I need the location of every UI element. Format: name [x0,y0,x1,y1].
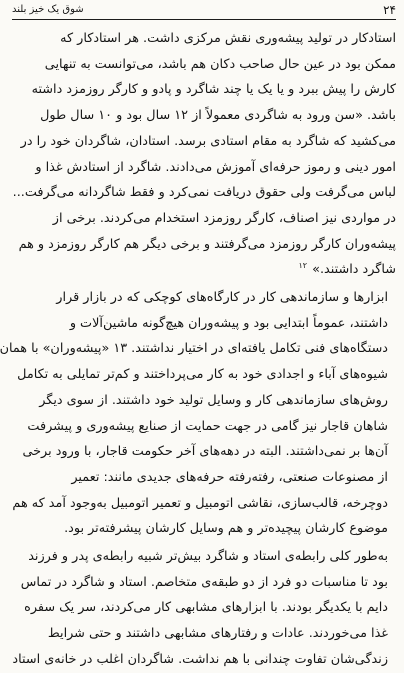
text-line: زندگی‌شان تفاوت چندانی با هم نداشت. شاگردان اغلب در خانه‌ی استاد [12,651,388,667]
text-line: می‌کشید که شاگرد به مقام استادی برسد. استادان، شاگردان خود را در [20,133,396,149]
text-line: روش‌های سازماندهی کار و وسایل تولید خود داشتند. از سوی دیگر [39,392,388,408]
text-line: در مواردی نیز اصناف، کارگر روزمزد استخدام می‌کردند. برخی از [52,210,396,226]
paragraph-3 [12,544,396,673]
text-line: دستگاه‌های فنی تکامل یافته‌ای در اختیار نداشتند. ۱۳ «پیشه‌وران» با همان [0,341,388,357]
text-line: پیشه‌وران کارگر روزمزد می‌گرفتند و برخی دیگر هم کارگر روزمزد و هم [18,236,396,252]
running-title: شوق یک خیز بلند [12,4,84,15]
text-line: امور دینی و رموز حرفه‌ای آموزش می‌دادند. شاگرد از استادش غذا و [35,159,396,175]
text-line: استادکار در تولید پیشه‌وری نقش مرکزی داشت. هر استادکار که [60,31,396,46]
text-line: غذا می‌خوردند. عادات و رفتارهای مشابهی داشتند و حتی شرایط [47,626,388,642]
text-line: شیوه‌های آباء و اجدادی خود به کار می‌پرداختند و کم‌تر تمایلی به تکامل [17,367,388,383]
text-line: ابزارها و سازماندهی کار در کارگاه‌های کوچکی که در بازار قرار [56,290,388,306]
text-line: شاهان قاجار نیز گامی در جهت حمایت از صنایع پیشه‌وری و پیشرفت [27,418,388,434]
header-rule [12,19,396,20]
text-line: ممکن بود در عین حال صاحب دکان هم باشد، می‌توانست به تنهایی [44,56,396,72]
paragraph-1 [12,26,396,283]
text-line: از مصنوعات صنعتی، رفته‌رفته حرفه‌های جدیدی مانند: تعمیر [71,469,388,485]
paragraph-2 [0,285,396,542]
page-number: ۲۴ [383,3,396,17]
footnote-marker: ۱۲ [298,261,308,271]
page-header [12,3,396,17]
text-line: به‌طور کلی رابطه‌ی استاد و شاگرد بیش‌تر شبیه رابطه‌ی پدر و فرزند [28,549,388,565]
text-line: دوچرخه، قالب‌سازی، نقاشی اتومبیل و تعمیر اتومبیل به‌وجود آمد که هم [12,495,388,511]
text-line: موضوع کارشان پیچیده‌تر و هم وسایل کارشان پیشرفته‌تر بود. [64,521,388,537]
text-line: داشتند، عموماً ابتدایی بود و پیشه‌وران هیچ‌گونه ماشین‌آلات و [69,315,388,331]
text-line-with-footnote [12,257,396,283]
text-line: لباس می‌گرفت ولی حقوق دریافت نمی‌کرد و فقط شاگردانه می‌گرفت... [12,185,396,201]
body-text [0,26,396,673]
text-fragment: شاگرد داشتند.» [312,262,396,278]
text-line: آن‌ها بر نمی‌داشتند. البته در دهه‌های آخر حکومت قاجار، با ورود برخی [22,444,388,460]
book-page [2,0,404,666]
text-line: بود تا مناسبات دو فرد از دو طبقه‌ی متخاصم. استاد و شاگرد در تماس [20,574,388,590]
text-line: دایم با یکدیگر بودند. با ابزارهای مشابهی کار می‌کردند، سر یک سفره [24,600,388,616]
text-line: کارش را پیش ببرد و یا یک یا چند شاگرد و پادو و کارگر روزمزد داشته [31,82,396,98]
text-line: باشد. «سن ورود به شاگردی معمولاً از ۱۲ سال بود و ۱۰ سال طول [40,108,396,124]
